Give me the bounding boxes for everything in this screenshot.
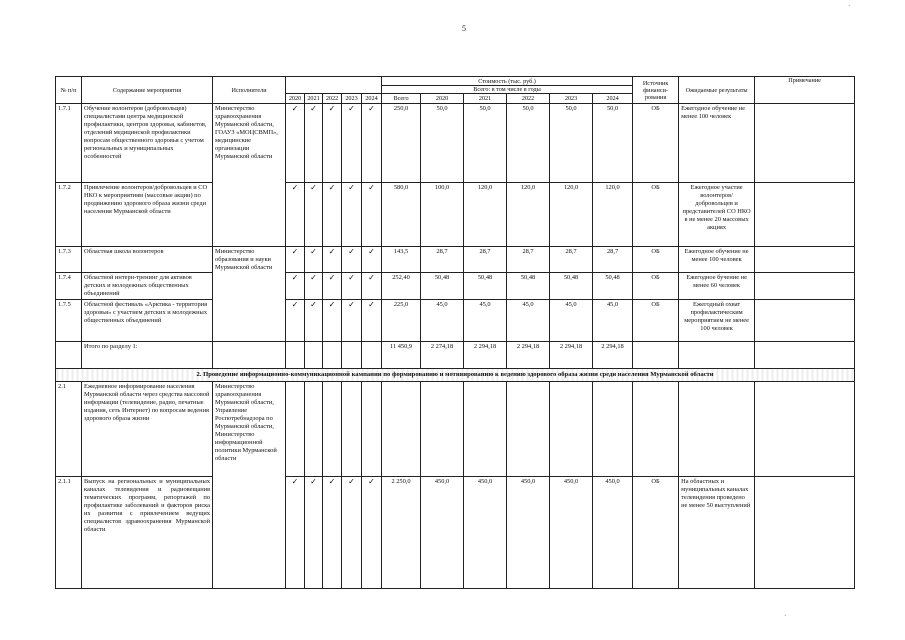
check-mark: ✓ (286, 477, 305, 589)
row-content: Ежедневное информирование населения Мурманской области через средства массовой информации (телевидение, радио, печатные издания, сеть Интернет) по вопросам ведения здорового образа жизни (82, 382, 213, 477)
cost-year (507, 382, 550, 477)
check-mark: ✓ (305, 104, 323, 183)
cost-year: 50,48 (421, 273, 464, 300)
note-cell (755, 247, 855, 273)
row-executors: Министерство образования и науки Мурманской области (213, 247, 286, 342)
cost-year: 100,0 (421, 183, 464, 247)
row-executors: Министерство здравоохранения Мурманской области, Управление Роспотребнадзора по Мурманской области, Министерство информационной политики Мурманской области (213, 382, 286, 589)
page-number: 5 (462, 24, 466, 33)
check-mark: ✓ (323, 104, 342, 183)
header-expected: Ожидаемые результаты (679, 77, 755, 104)
check-mark: ✓ (323, 273, 342, 300)
subtotal-row (56, 342, 855, 369)
empty-cell (633, 342, 679, 369)
cost-year: 45,0 (550, 300, 593, 342)
cost-total: 2 250,0 (382, 477, 421, 589)
cost-total: 250,0 (382, 104, 421, 183)
cost-year: 50,0 (550, 104, 593, 183)
check-mark: ✓ (286, 247, 305, 273)
empty-cell (323, 342, 342, 369)
row-content: Обучение волонтеров (добровольцев) специалистами центра медицинской профилактики, центров здоровья, кабинетов, отделений медицинской профилактики вопросам общественного здоровья с учетом региональных и муниципальных особенностей (82, 104, 213, 183)
cost-year: 50,48 (550, 273, 593, 300)
row-content: Областная школа волонтеров (82, 247, 213, 273)
row-num: 2.1 (56, 382, 82, 477)
subtotal-year: 2 294,18 (593, 342, 633, 369)
row-num: 2.1.1 (56, 477, 82, 589)
row-content: Областной интерн-тренинг для активов детских и молодежных общественных объединений (82, 273, 213, 300)
header-cost-year: 2020 (421, 94, 464, 104)
empty-cell (342, 342, 362, 369)
check-mark: ✓ (305, 300, 323, 342)
cost-year (593, 382, 633, 477)
row-num: 1.7.5 (56, 300, 82, 342)
check-mark: ✓ (323, 183, 342, 247)
cost-year: 450,0 (464, 477, 507, 589)
expected-result: Ежегодное обучение не менее 100 человек (679, 104, 755, 183)
cost-year: 450,0 (421, 477, 464, 589)
dot-mark: · (784, 612, 787, 620)
cost-year: 50,0 (593, 104, 633, 183)
check-mark: ✓ (362, 273, 382, 300)
check-mark: ✓ (286, 183, 305, 247)
check-mark: ✓ (342, 300, 362, 342)
funding-source: ОБ (633, 273, 679, 300)
check-mark: ✓ (286, 273, 305, 300)
check-mark: ✓ (323, 300, 342, 342)
check-mark: ✓ (305, 247, 323, 273)
row-content: Привлечение волонтеров/добровольцев и СО НКО к мероприятиям (массовые акции) по продвижению здорового образа жизни среди населения Мурманской области (82, 183, 213, 247)
cost-year (421, 382, 464, 477)
empty-cell (56, 342, 82, 369)
cost-year: 28,7 (593, 247, 633, 273)
check-mark (286, 382, 305, 477)
header-note: Примечание (755, 77, 855, 104)
row-content: Выпуск на региональных и муниципальных каналах телевидения и радиовещания тематических программ, репортажей по профилактике заболеваний и факторов риска их развития с привлечением ведущих специалистов здравоохранения Мурманской области (82, 477, 213, 589)
cost-year: 28,7 (464, 247, 507, 273)
header-cost-year: 2023 (550, 94, 593, 104)
empty-cell (305, 342, 323, 369)
funding-source: ОБ (633, 477, 679, 589)
check-mark: ✓ (342, 477, 362, 589)
check-mark: ✓ (342, 183, 362, 247)
note-cell (755, 104, 855, 183)
cost-year: 50,48 (593, 273, 633, 300)
cost-year: 28,7 (550, 247, 593, 273)
funding-source: ОБ (633, 300, 679, 342)
row-num: 1.7.3 (56, 247, 82, 273)
header-executors: Исполнители (213, 77, 286, 104)
table-row (56, 247, 855, 273)
header-cost-year: 2022 (507, 94, 550, 104)
cost-year: 120,0 (593, 183, 633, 247)
check-mark: ✓ (362, 300, 382, 342)
check-mark: ✓ (342, 273, 362, 300)
cost-year: 450,0 (550, 477, 593, 589)
table-row (56, 477, 855, 589)
cost-year: 28,7 (507, 247, 550, 273)
cost-year: 45,0 (421, 300, 464, 342)
section-2-title: 2. Проведение информационно-коммуникационной кампании по формированию и мотивированию к ведению здорового образа жизни среди населения Мурманской области (56, 369, 855, 382)
cost-year: 120,0 (550, 183, 593, 247)
header-check-year: 2021 (305, 94, 323, 104)
row-num: 1.7.2 (56, 183, 82, 247)
corner-mark: · (848, 2, 851, 10)
header-check-year: 2020 (286, 94, 305, 104)
cost-total: 143,5 (382, 247, 421, 273)
row-content: Областной фестиваль «Арктика - территория здоровья» с участием детских и молодежных общественных объединений (82, 300, 213, 342)
check-mark: ✓ (362, 183, 382, 247)
cost-year (464, 382, 507, 477)
header-incl: Всего: в том числе в годы (382, 86, 633, 94)
cost-year: 50,48 (507, 273, 550, 300)
empty-cell (286, 342, 305, 369)
cost-year: 45,0 (507, 300, 550, 342)
table-row (56, 273, 855, 300)
cost-year: 50,48 (464, 273, 507, 300)
funding-source (633, 382, 679, 477)
header-content: Содержание мероприятия (82, 77, 213, 104)
cost-year (550, 382, 593, 477)
header-source: Источник финанси-рования (633, 77, 679, 104)
header-cost-year: 2024 (593, 94, 633, 104)
row-num: 1.7.1 (56, 104, 82, 183)
cost-year: 120,0 (464, 183, 507, 247)
funding-source: ОБ (633, 104, 679, 183)
empty-cell (362, 342, 382, 369)
subtotal-year: 2 274,18 (421, 342, 464, 369)
empty-cell (679, 342, 755, 369)
program-table (55, 76, 855, 589)
check-mark: ✓ (323, 247, 342, 273)
note-cell (755, 300, 855, 342)
note-cell (755, 477, 855, 589)
section-row (56, 369, 855, 382)
check-mark: ✓ (323, 477, 342, 589)
check-mark (362, 382, 382, 477)
check-mark: ✓ (286, 300, 305, 342)
row-num: 1.7.4 (56, 273, 82, 300)
expected-result: Ежегодное участие волонтеров/ добровольцев и представителей СО НКО в не менее 20 массовых акциях (679, 183, 755, 247)
cost-year: 45,0 (593, 300, 633, 342)
note-cell (755, 273, 855, 300)
check-mark: ✓ (305, 477, 323, 589)
expected-result: Ежегодное обучение не менее 100 человек (679, 247, 755, 273)
cost-total: 225,0 (382, 300, 421, 342)
cost-year: 50,0 (464, 104, 507, 183)
cost-total (382, 382, 421, 477)
check-mark: ✓ (305, 273, 323, 300)
cost-year: 450,0 (593, 477, 633, 589)
header-total: Всего (382, 94, 421, 104)
subtotal-year: 2 294,18 (507, 342, 550, 369)
expected-result: Ежегодное бучение не менее 60 человек (679, 273, 755, 300)
row-executors: Министерство здравоохранения Мурманской области, ГОАУЗ «МОЦСВМП», медицинские организации Мурманской области (213, 104, 286, 247)
note-cell (755, 382, 855, 477)
header-cost: Стоимость (тыс. руб.) (382, 77, 633, 86)
expected-result: Ежегодный охват профилактическим мероприятием не менее 100 человек (679, 300, 755, 342)
header-check-year: 2024 (362, 94, 382, 104)
check-mark: ✓ (286, 104, 305, 183)
cost-year: 50,0 (507, 104, 550, 183)
check-mark: ✓ (342, 247, 362, 273)
header-num: № п/п (56, 77, 82, 104)
expected-result (679, 382, 755, 477)
expected-result: На областных и муниципальных каналах телевидения проведено не менее 50 выступлений (679, 477, 755, 589)
check-mark: ✓ (362, 247, 382, 273)
empty-cell (213, 342, 286, 369)
check-mark (342, 382, 362, 477)
check-mark: ✓ (342, 104, 362, 183)
cost-total: 580,0 (382, 183, 421, 247)
empty-cell (755, 342, 855, 369)
check-mark (323, 382, 342, 477)
subtotal-year: 2 294,18 (464, 342, 507, 369)
header-years-block (286, 77, 382, 94)
cost-year: 28,7 (421, 247, 464, 273)
cost-total: 252,40 (382, 273, 421, 300)
cost-year: 120,0 (507, 183, 550, 247)
table-row (56, 382, 855, 477)
check-mark: ✓ (362, 104, 382, 183)
table-row (56, 104, 855, 183)
subtotal-year: 2 294,18 (550, 342, 593, 369)
header-check-year: 2022 (323, 94, 342, 104)
cost-year: 50,0 (421, 104, 464, 183)
check-mark (305, 382, 323, 477)
header-cost-year: 2021 (464, 94, 507, 104)
subtotal-label: Итого по разделу 1: (82, 342, 213, 369)
header-check-year: 2023 (342, 94, 362, 104)
check-mark: ✓ (362, 477, 382, 589)
check-mark: ✓ (305, 183, 323, 247)
funding-source: ОБ (633, 247, 679, 273)
table-row (56, 183, 855, 247)
cost-year: 45,0 (464, 300, 507, 342)
table-row (56, 300, 855, 342)
subtotal-total: 11 450,9 (382, 342, 421, 369)
cost-year: 450,0 (507, 477, 550, 589)
funding-source: ОБ (633, 183, 679, 247)
note-cell (755, 183, 855, 247)
